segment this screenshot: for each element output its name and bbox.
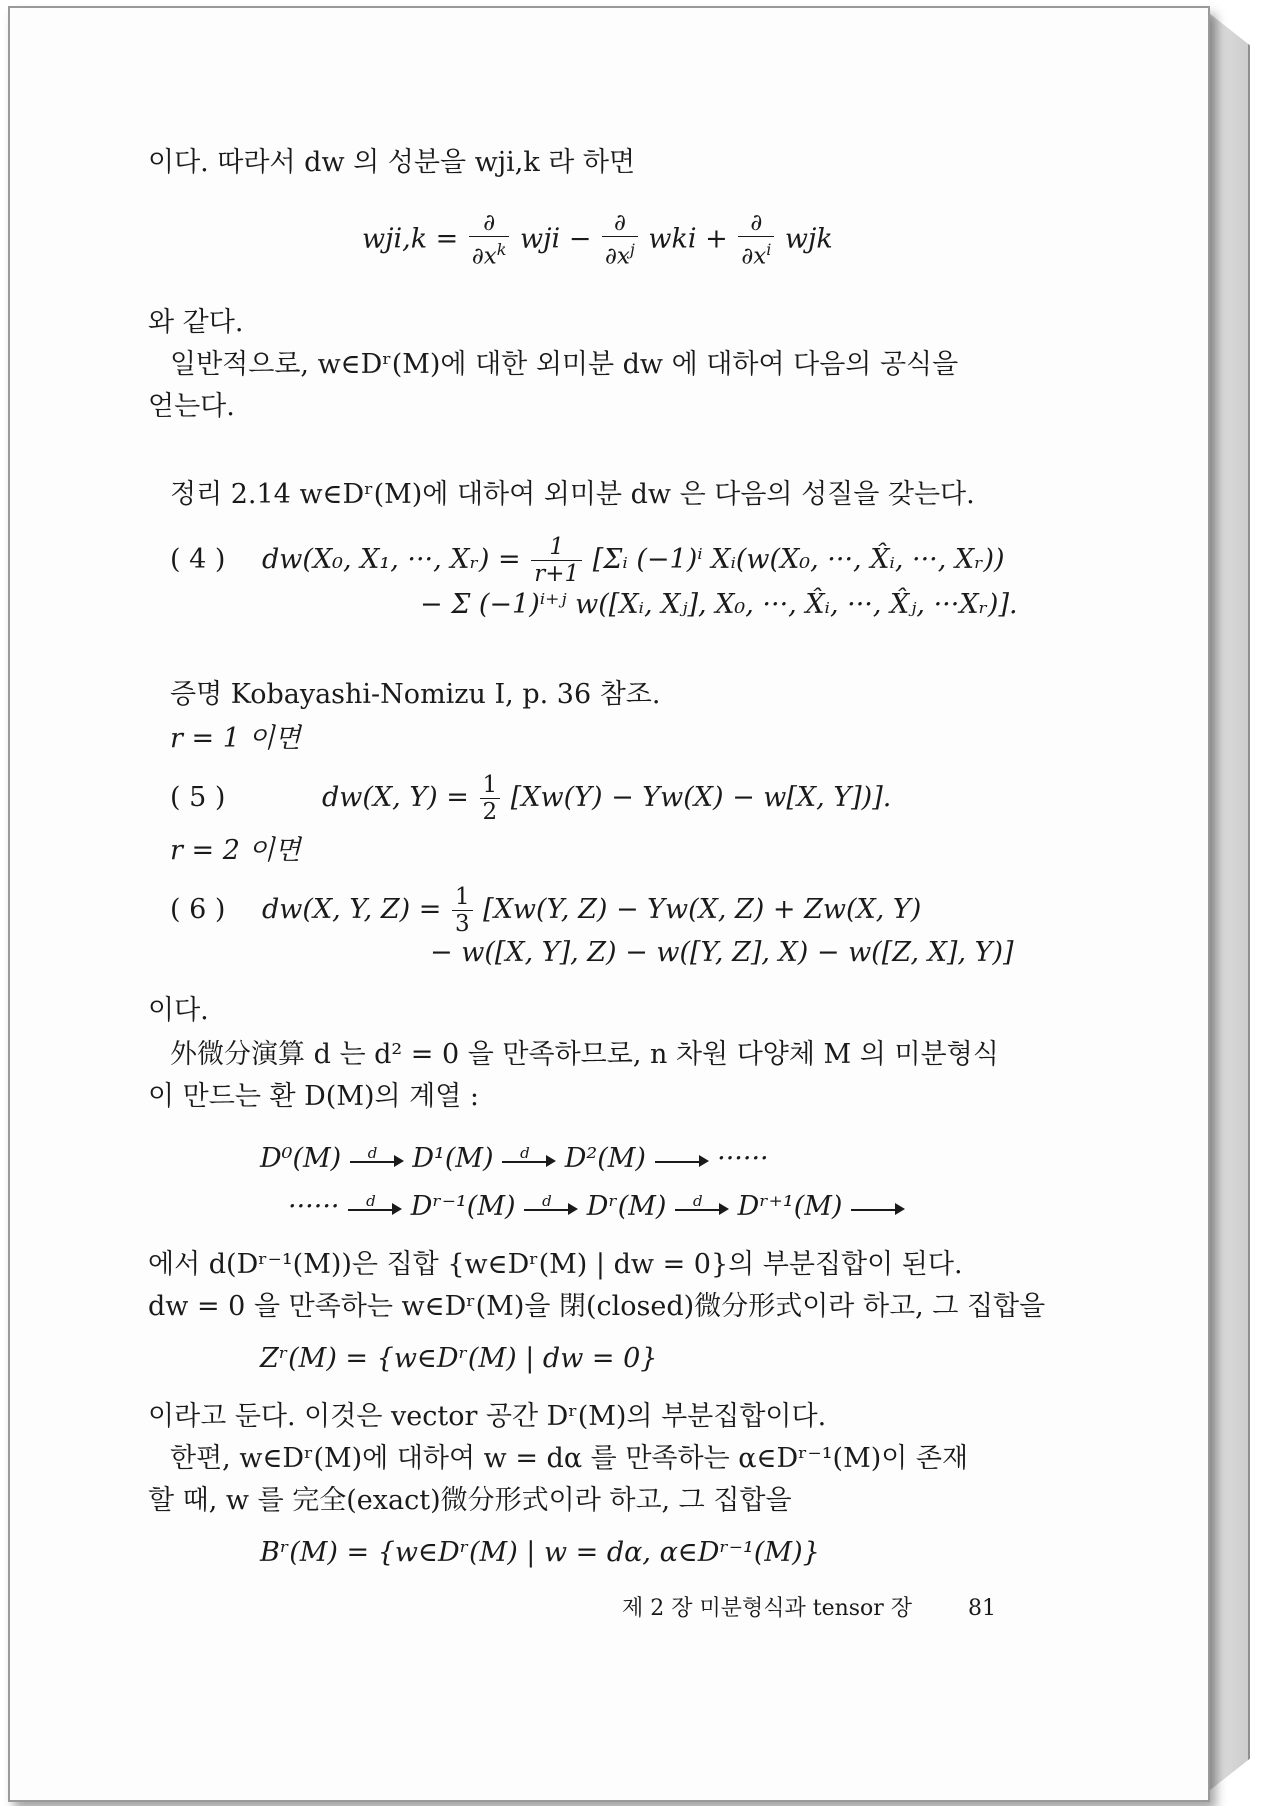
text-line: 에서 d(Dʳ⁻¹(M))은 집합 {w∈Dʳ(M) | dw = 0}의 부분집합이 된다.: [148, 1249, 963, 1280]
eq4-rhs1: [Σᵢ (−1)ⁱ Xᵢ(w(X₀, ···, X̂ᵢ, ···, Xᵣ)): [592, 544, 1005, 575]
text-line: 이다.: [148, 995, 209, 1026]
text-line: dw = 0 을 만족하는 w∈Dʳ(M)을 閉(closed)微分形式이라 하고, 그 집합을: [148, 1291, 1046, 1322]
arrow-icon: [655, 1150, 709, 1170]
partial-fraction: $\frac{\partial}{\partial x^i}$: [738, 210, 774, 270]
eq4-lhs: dw(X₀, X₁, ···, Xᵣ) =: [262, 544, 521, 575]
eq6-rhs1: [Xw(Y, Z) − Yw(X, Z) + Zw(X, Y): [483, 894, 922, 925]
seq-term: ······: [288, 1191, 340, 1222]
eq1-term2: wki +: [648, 223, 728, 255]
page-number: 81: [968, 1596, 996, 1621]
text-line: 얻는다.: [148, 391, 235, 422]
text-line: 이라고 둔다. 이것은 vector 공간 Dʳ(M)의 부분집합이다.: [148, 1401, 827, 1432]
text-line: 한편, w∈Dʳ(M)에 대하여 w = dα 를 만족하는 α∈Dʳ⁻¹(M)이 존재: [170, 1443, 969, 1474]
eq4-label: ( 4 ): [170, 544, 226, 575]
text-line: 이다. 따라서 dw 의 성분을 wji,k 라 하면: [148, 147, 636, 178]
arrow-icon: d: [524, 1198, 578, 1218]
equation-4: [170, 534, 1005, 587]
arrow-icon: [851, 1198, 905, 1218]
equation-B: Bʳ(M) = {w∈Dʳ(M) | w = dα, α∈Dʳ⁻¹(M)}: [260, 1537, 820, 1568]
seq-term: D¹(M): [412, 1143, 494, 1174]
text-line: 와 같다.: [148, 307, 244, 338]
equation-5: [170, 772, 891, 825]
sequence-line-2: [288, 1190, 905, 1224]
partial-fraction: $\frac{\partial}{\partial x^j}$: [602, 210, 638, 270]
eq1-term3: wjk: [784, 223, 833, 255]
seq-term: ······: [717, 1143, 769, 1174]
sequence-line-1: [260, 1142, 769, 1176]
proof-line: 증명 Kobayashi-Nomizu Ⅰ, p. 36 참조.: [170, 679, 661, 710]
text-line: 이 만드는 환 D(M)의 계열 :: [148, 1081, 480, 1112]
equation-6-cont: − w([X, Y], Z) − w([Y, Z], X) − w([Z, X], Y)]: [430, 937, 1014, 968]
partial-fraction: $\frac{\partial}{\partial x^k}$: [469, 210, 510, 270]
eq5-rhs: [Xw(Y) − Yw(X) − w[X, Y])].: [510, 782, 892, 813]
arrow-icon: d: [348, 1198, 402, 1218]
eq6-lhs: dw(X, Y, Z) =: [262, 894, 442, 925]
eq5-label: ( 5 ): [170, 782, 226, 813]
arrow-icon: d: [350, 1150, 404, 1170]
eq1-term1: wji −: [520, 223, 592, 255]
seq-term: Dʳ(M): [586, 1191, 667, 1222]
text-line: 外微分演算 d 는 d² = 0 을 만족하므로, n 차원 다양체 M 의 미분형식: [170, 1039, 999, 1070]
running-footer: 제 2 장 미분형식과 tensor 장: [622, 1596, 913, 1621]
book-page: [8, 6, 1210, 1802]
text-line: 할 때, w 를 完全(exact)微分形式이라 하고, 그 집합을: [148, 1485, 792, 1516]
seq-term: Dʳ⁺¹(M): [737, 1191, 843, 1222]
equation-Z: Zʳ(M) = {w∈Dʳ(M) | dw = 0}: [260, 1343, 658, 1374]
eq5-lhs: dw(X, Y) =: [322, 782, 469, 813]
eq1-lhs: wji,k =: [362, 223, 459, 255]
text-line: 일반적으로, w∈Dʳ(M)에 대한 외미분 dw 에 대하여 다음의 공식을: [170, 349, 959, 380]
equation-6: [170, 884, 921, 937]
arrow-icon: d: [502, 1150, 556, 1170]
text-line: r = 1 이면: [170, 723, 301, 754]
equation-1: [362, 210, 833, 270]
equation-4-cont: − Σ (−1)ⁱ⁺ʲ w([Xᵢ, Xⱼ], X₀, ···, X̂ᵢ, ···, X̂ⱼ, ···Xᵣ)].: [420, 589, 1018, 620]
eq4-fraction: $\frac{1}{r+1}$: [531, 534, 582, 587]
eq6-fraction: $\frac{1}{3}$: [452, 884, 473, 937]
seq-term: D⁰(M): [260, 1143, 342, 1174]
eq6-label: ( 6 ): [170, 894, 226, 925]
seq-term: D²(M): [564, 1143, 646, 1174]
eq5-fraction: $\frac{1}{2}$: [480, 772, 501, 825]
text-line: r = 2 이면: [170, 835, 301, 866]
seq-term: Dʳ⁻¹(M): [410, 1191, 516, 1222]
arrow-icon: d: [675, 1198, 729, 1218]
theorem-heading: 정리 2.14 w∈Dʳ(M)에 대하여 외미분 dw 은 다음의 성질을 갖는다.: [170, 479, 975, 510]
